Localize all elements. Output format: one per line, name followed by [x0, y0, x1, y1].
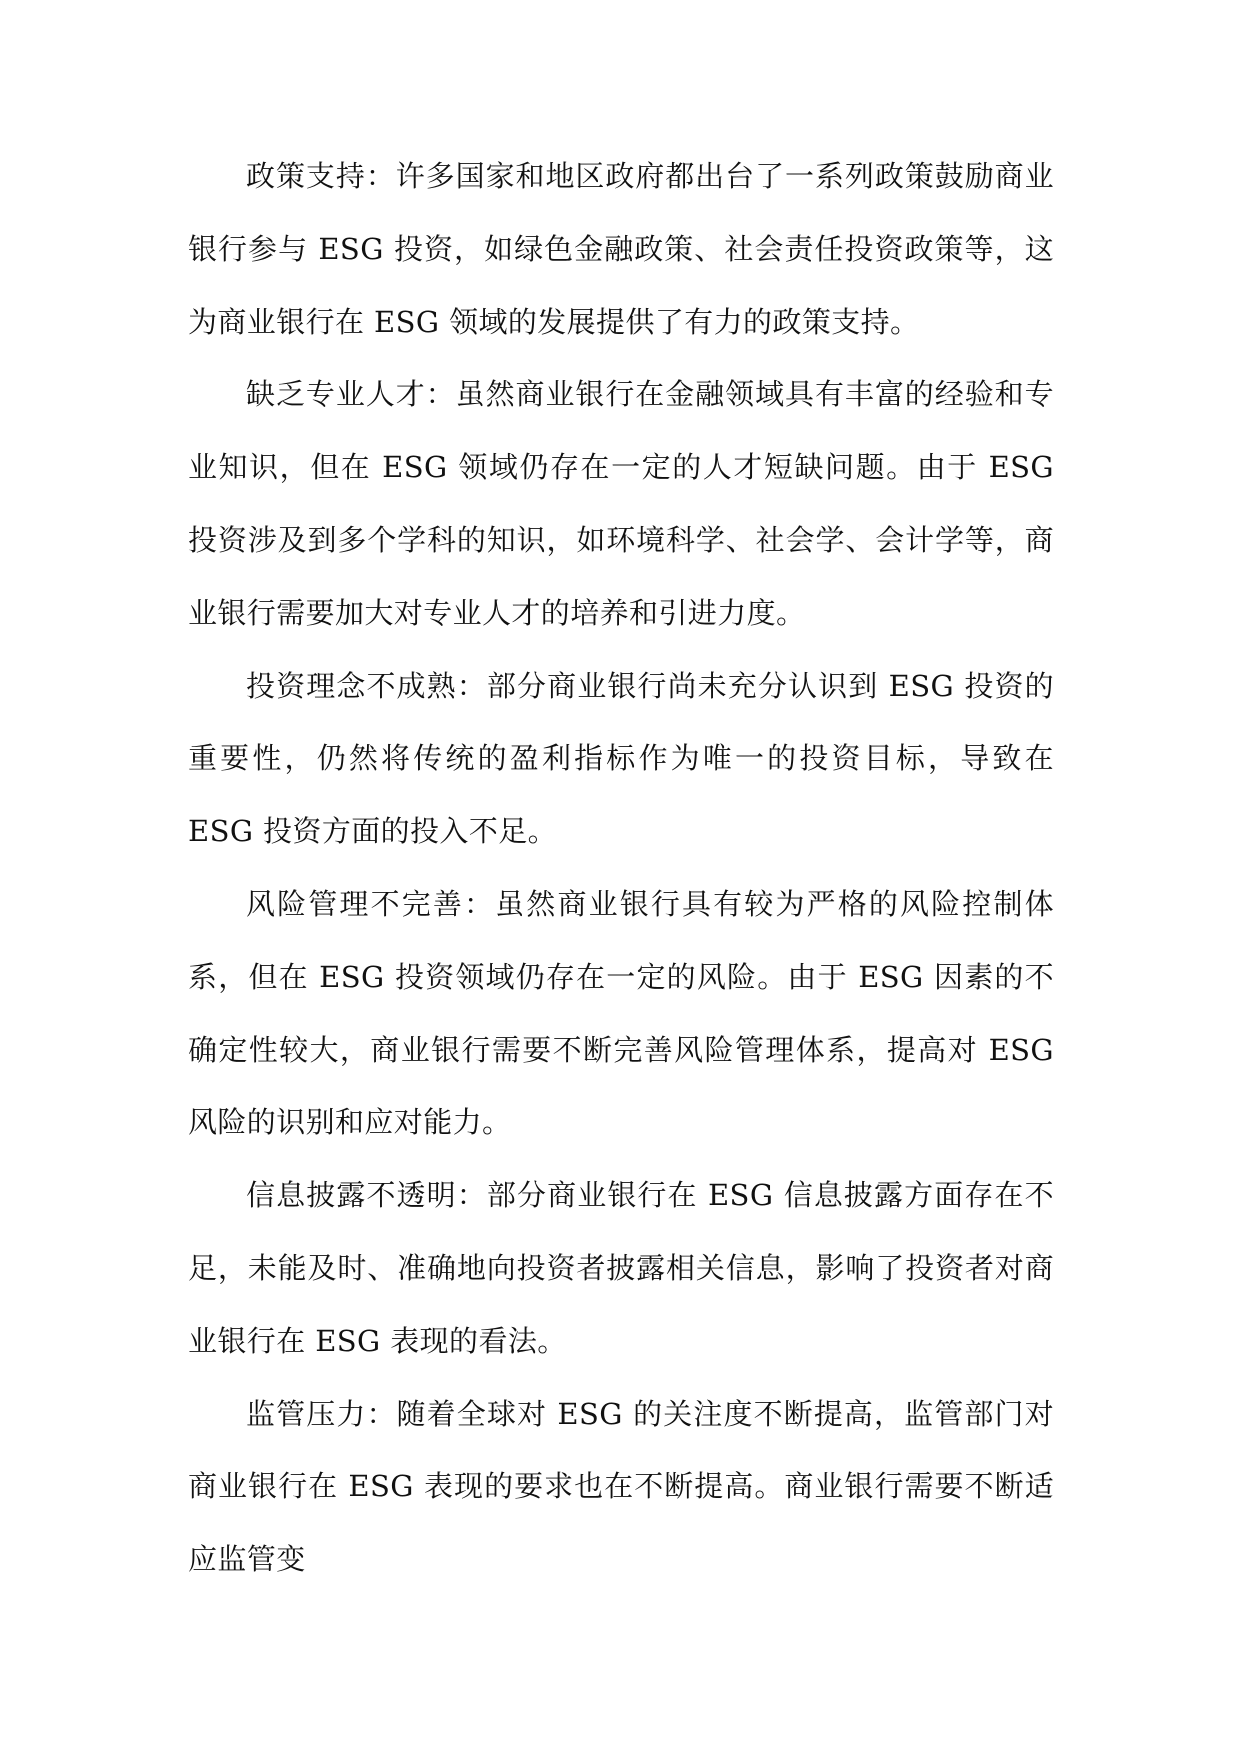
paragraph-regulatory-pressure: 监管压力：随着全球对 ESG 的关注度不断提高，监管部门对商业银行在 ESG 表现的要求也在不断提高。商业银行需要不断适应监管变 [188, 1396, 1054, 1577]
paragraph-risk-management: 风险管理不完善：虽然商业银行具有较为严格的风险控制体系，但在 ESG 投资领域仍存在一定的风险。由于 ESG 因素的不确定性较大，商业银行需要不断完善风险管理体系，提高对 ESG 风险的识别和应对能力。 [188, 886, 1054, 1140]
paragraph-policy-support: 政策支持：许多国家和地区政府都出台了一系列政策鼓励商业银行参与 ESG 投资，如绿色金融政策、社会责任投资政策等，这为商业银行在 ESG 领域的发展提供了有力的政策支持。 [188, 159, 1054, 339]
paragraph-information-disclosure: 信息披露不透明：部分商业银行在 ESG 信息披露方面存在不足，未能及时、准确地向投资者披露相关信息，影响了投资者对商业银行在 ESG 表现的看法。 [188, 1178, 1054, 1358]
document-body [188, 140, 1054, 1596]
paragraph-talent-shortage: 缺乏专业人才：虽然商业银行在金融领域具有丰富的经验和专业知识，但在 ESG 领域仍存在一定的人才短缺问题。由于 ESG 投资涉及到多个学科的知识，如环境科学、社会学、会计学等，商业银行需要加大对专业人才的培养和引进力度。 [188, 377, 1054, 630]
paragraph-investment-concept: 投资理念不成熟：部分商业银行尚未充分认识到 ESG 投资的重要性，仍然将传统的盈利指标作为唯一的投资目标，导致在 ESG 投资方面的投入不足。 [188, 668, 1054, 849]
